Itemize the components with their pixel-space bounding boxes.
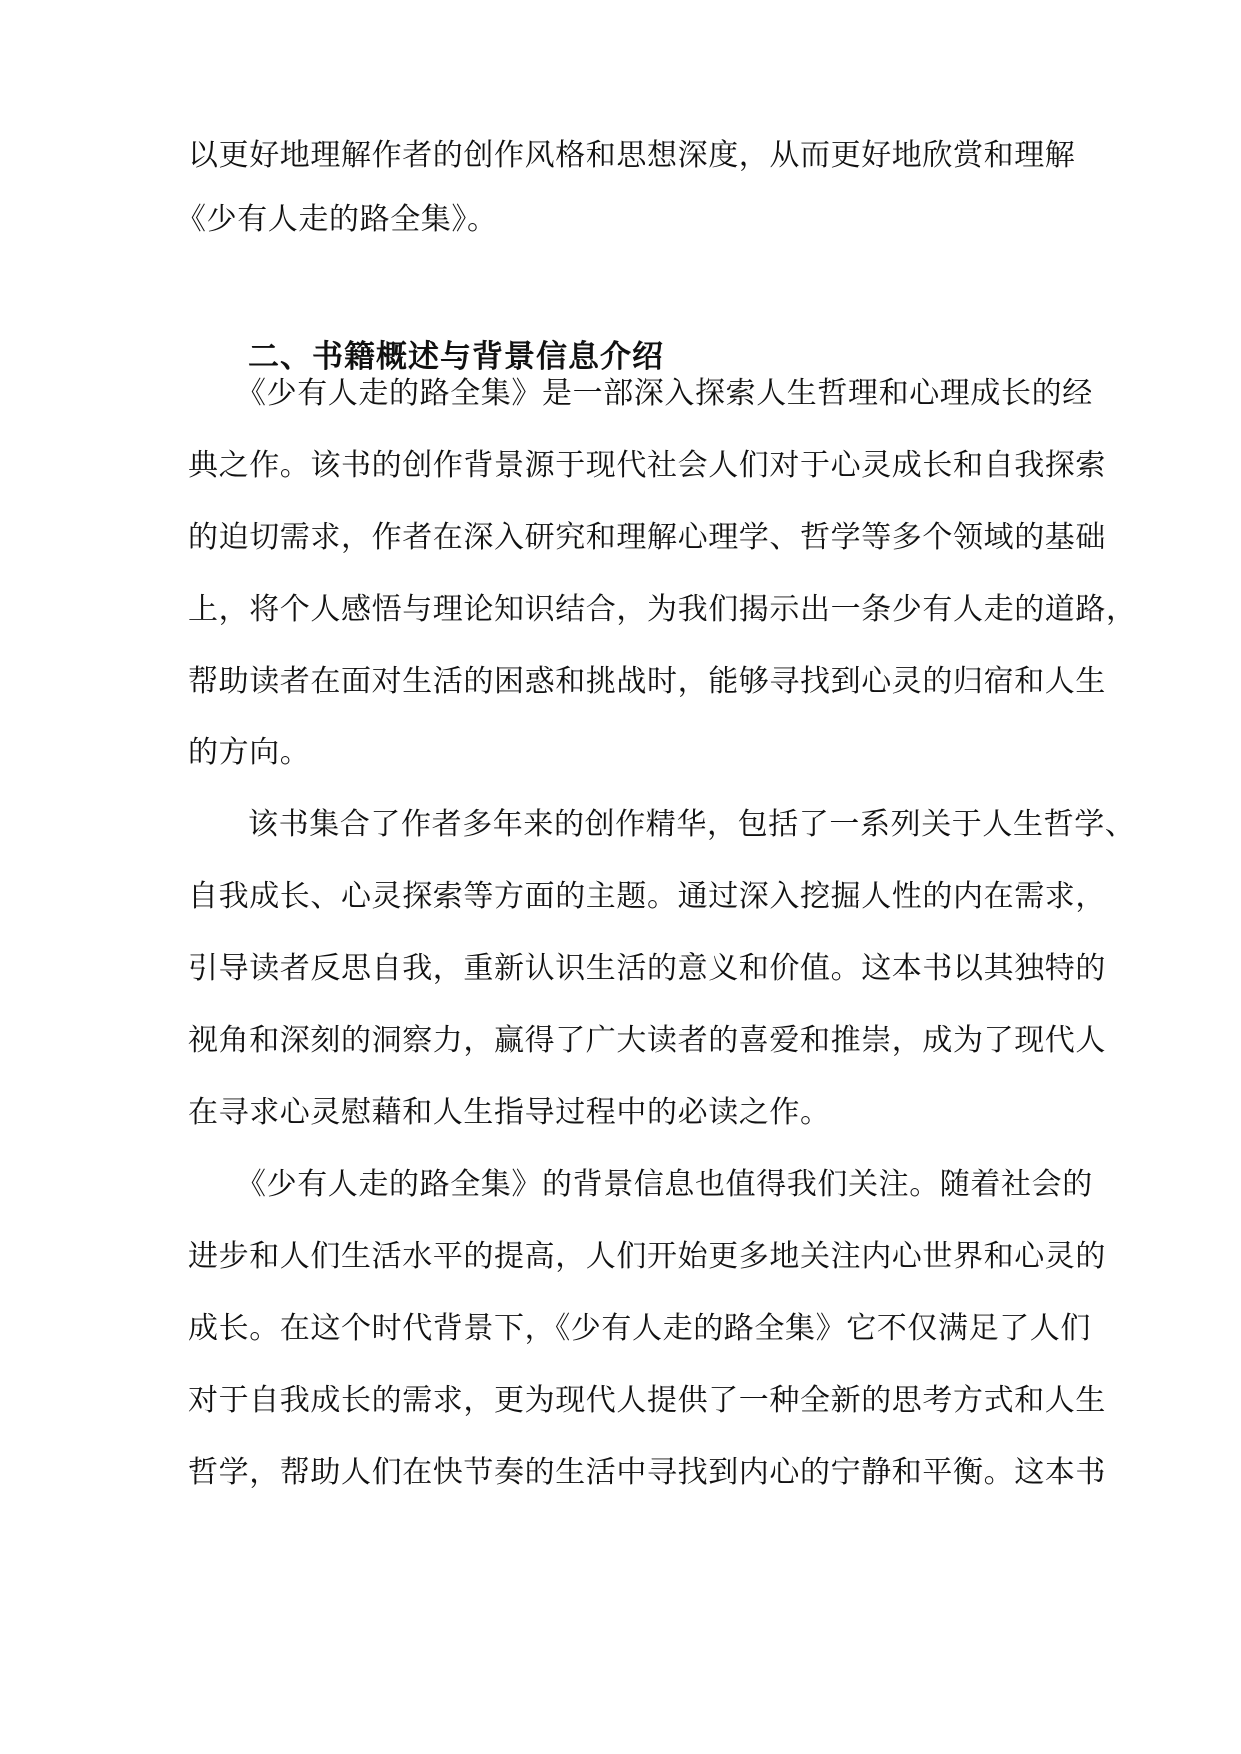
paragraph-line: 《少有人走的路全集》是一部深入探索人生哲理和心理成长的经 [236,376,1093,411]
paragraph-line: 哲学，帮助人们在快节奏的生活中寻找到内心的宁静和平衡。这本书 [188,1455,1106,1490]
paragraph-line: 在寻求心灵慰藉和人生指导过程中的必读之作。 [188,1095,831,1130]
intro-line: 以更好地理解作者的创作风格和思想深度，从而更好地欣赏和理解 [188,138,1076,173]
paragraph-line: 成长。在这个时代背景下，《少有人走的路全集》它不仅满足了人们 [188,1311,1091,1346]
paragraph-line: 的迫切需求，作者在深入研究和理解心理学、哲学等多个领域的基础 [188,520,1106,555]
paragraph-line: 进步和人们生活水平的提高，人们开始更多地关注内心世界和心灵的 [188,1239,1106,1274]
paragraph-line: 对于自我成长的需求，更为现代人提供了一种全新的思考方式和人生 [188,1383,1106,1418]
paragraph-line: 自我成长、心灵探索等方面的主题。通过深入挖掘人性的内在需求， [188,879,1106,914]
paragraph-line: 上，将个人感悟与理论知识结合，为我们揭示出一条少有人走的道路， [188,592,1137,627]
paragraph-line: 帮助读者在面对生活的困惑和挑战时，能够寻找到心灵的归宿和人生 [188,664,1106,699]
paragraph-line: 的方向。 [188,735,311,770]
paragraph-line: 《少有人走的路全集》的背景信息也值得我们关注。随着社会的 [236,1167,1093,1202]
paragraph-line: 引导读者反思自我，重新认识生活的意义和价值。这本书以其独特的 [188,951,1106,986]
intro-line: 《少有人走的路全集》。 [176,202,498,237]
paragraph-line: 该书集合了作者多年来的创作精华，包括了一系列关于人生哲学、 [248,807,1136,842]
paragraph-line: 视角和深刻的洞察力，赢得了广大读者的喜爱和推崇，成为了现代人 [188,1023,1106,1058]
paragraph-line: 典之作。该书的创作背景源于现代社会人们对于心灵成长和自我探索 [188,448,1106,483]
section-heading: 二、书籍概述与背景信息介绍 [248,339,664,375]
